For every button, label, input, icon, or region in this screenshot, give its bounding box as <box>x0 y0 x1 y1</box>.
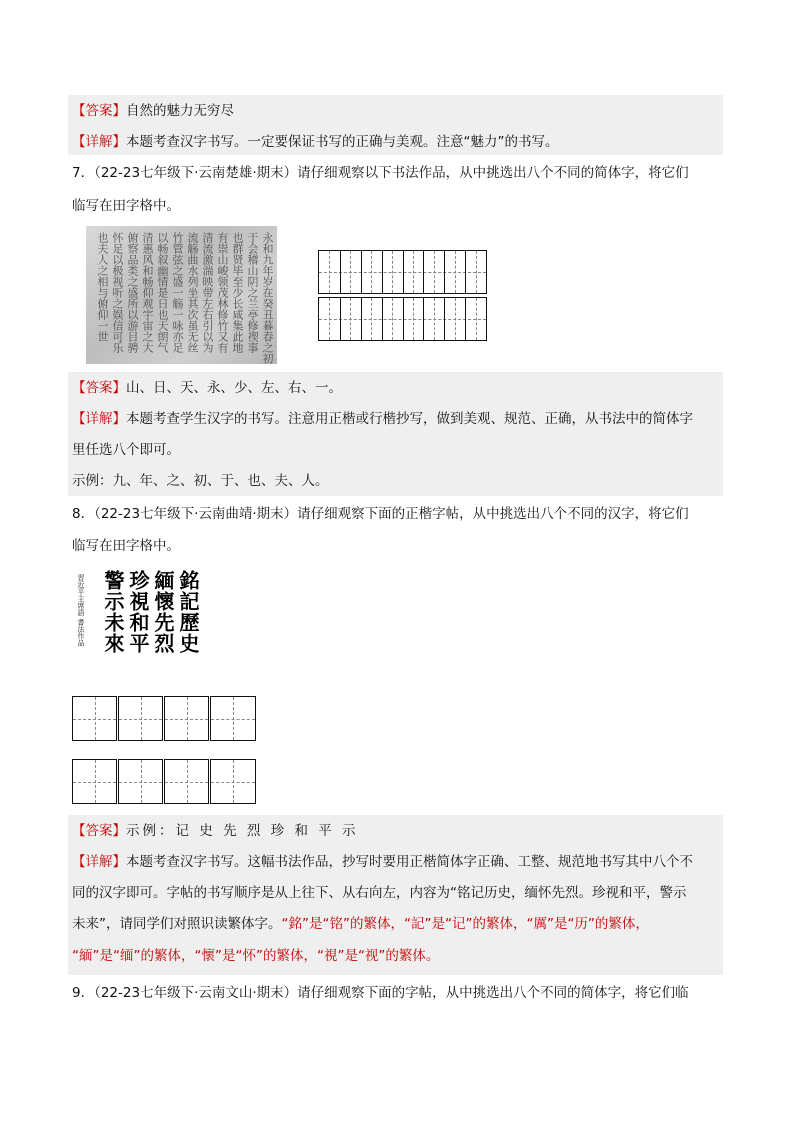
answer-tag: 【答案】 <box>72 103 126 119</box>
calligraphy-column: 清惠风和畅仰观宇宙之大 <box>141 232 154 353</box>
answer-text: 山、日、天、永、少、左、右、一。 <box>126 380 342 396</box>
detail-tag: 【详解】 <box>72 854 126 870</box>
calligraphy-image-regular-script <box>74 570 200 680</box>
calligraphy-column: 也夫人之相与俯仰一世 <box>96 232 109 342</box>
q7-question <box>72 163 731 183</box>
grid-row-1[interactable] <box>318 250 487 294</box>
q7-writing-grid <box>318 250 487 343</box>
calligraphy-image-lanting <box>86 226 277 364</box>
example-text: 示例：九、年、之、初、于、也、夫、人。 <box>72 473 329 489</box>
answer-text: 自然的魅力无穷尽 <box>126 103 234 119</box>
grid-row-1[interactable] <box>72 696 256 741</box>
q8-detail <box>72 852 731 872</box>
answer-tag: 【答案】 <box>72 823 126 839</box>
question-prompt: 请仔细观察以下书法作品，从中挑选出八个不同的简体字，将它们 <box>297 165 689 181</box>
detail-tag: 【详解】 <box>72 411 126 427</box>
q8-question <box>72 504 731 524</box>
calligraphy-column: 銘記歷史 <box>176 570 200 654</box>
calligraphy-column: 警示未來 <box>101 570 125 654</box>
answer-text: 示例：记 史 先 烈 珍 和 平 示 <box>126 823 359 839</box>
q6-answer <box>72 101 731 121</box>
q7-question-cont <box>72 196 731 216</box>
detail-text: 本题考查汉字书写。一定要保证书写的正确与美观。注意“魅力”的书写。 <box>126 134 559 150</box>
q8-answer <box>72 821 731 841</box>
calligraphy-column: 竹管弦之盛一觞一咏亦足 <box>171 232 184 353</box>
detail-text: 里任选八个即可。 <box>72 442 180 458</box>
detail-text-red: “緬”是“缅”的繁体，“懷”是“怀”的繁体，“視”是“视”的繁体。 <box>72 948 440 964</box>
calligraphy-column: 緬懷先烈 <box>151 570 175 654</box>
question-source: （22-23七年级下·云南文山·期末） <box>94 985 298 1001</box>
q7-detail <box>72 409 731 429</box>
calligraphy-column: 永和九年岁在癸丑暮春之初 <box>261 232 274 364</box>
detail-tag: 【详解】 <box>72 134 126 150</box>
detail-text: 本题考查汉字书写。这幅书法作品，抄写时要用正楷简体字正确、工整、规范地书写其中八个不 <box>126 854 693 870</box>
calligraphy-column: 清流激湍映带左右引以为 <box>201 232 214 353</box>
answer-tag: 【答案】 <box>72 380 126 396</box>
question-number: 8． <box>72 506 95 522</box>
question-source: （22-23七年级下·云南曲靖·期末） <box>94 506 298 522</box>
q8-detail-cont <box>72 883 731 903</box>
question-prompt-cont: 临写在田字格中。 <box>72 198 180 214</box>
calligraphy-column: 也群贤毕至少长咸集此地 <box>231 232 244 353</box>
question-prompt-cont: 临写在田字格中。 <box>72 538 180 554</box>
detail-text: 同的汉字即可。字帖的书写顺序是从上往下、从右向左，内容为“铭记历史，缅怀先烈。珍视和平，警示 <box>72 885 687 901</box>
calligraphy-column: 以畅叙幽情是日也天朗气 <box>156 232 169 353</box>
q7-example <box>72 471 731 491</box>
calligraphy-column: 珍視和平 <box>126 570 150 654</box>
question-source: （22-23七年级下·云南楚雄·期末） <box>94 165 298 181</box>
calligraphy-column: 怀足以极视听之娱信可乐 <box>111 232 124 353</box>
q8-detail-cont2 <box>72 914 731 934</box>
grid-row-2[interactable] <box>318 297 487 341</box>
question-number: 9． <box>72 985 95 1001</box>
calligraphy-column: 有崇山峻领茂林修竹又有 <box>216 232 229 353</box>
q8-writing-grid <box>72 696 260 808</box>
question-prompt: 请仔细观察下面的字帖，从中挑选出八个不同的简体字，将它们临 <box>297 985 689 1001</box>
q9-question <box>72 983 731 1003</box>
calligraphy-column: 俯察品类之盛所以游目骋 <box>126 232 139 353</box>
q8-question-cont <box>72 536 731 556</box>
calligraphy-column: 于会稽山阴之兰亭修禊事 <box>246 232 259 353</box>
question-prompt: 请仔细观察下面的正楷字帖，从中挑选出八个不同的汉字，将它们 <box>297 506 689 522</box>
calligraphy-column: 流觞曲水列坐其次虽无丝 <box>186 232 199 353</box>
q7-answer <box>72 378 731 398</box>
q7-detail-cont <box>72 440 731 460</box>
q6-detail <box>72 132 731 152</box>
grid-row-2[interactable] <box>72 759 256 804</box>
q8-detail-cont3 <box>72 946 731 966</box>
detail-text: 未来”，请同学们对照识读繁体字。 <box>72 916 282 932</box>
calligraphy-signature: 習近平主席語 書法作品 <box>77 574 85 647</box>
detail-text-red: “銘”是“铭”的繁体，“記”是“记”的繁体，“厲”是“历”的繁体， <box>281 916 649 932</box>
question-number: 7． <box>72 165 95 181</box>
detail-text: 本题考查学生汉字的书写。注意用正楷或行楷抄写，做到美观、规范、正确，从书法中的简体字 <box>126 411 693 427</box>
